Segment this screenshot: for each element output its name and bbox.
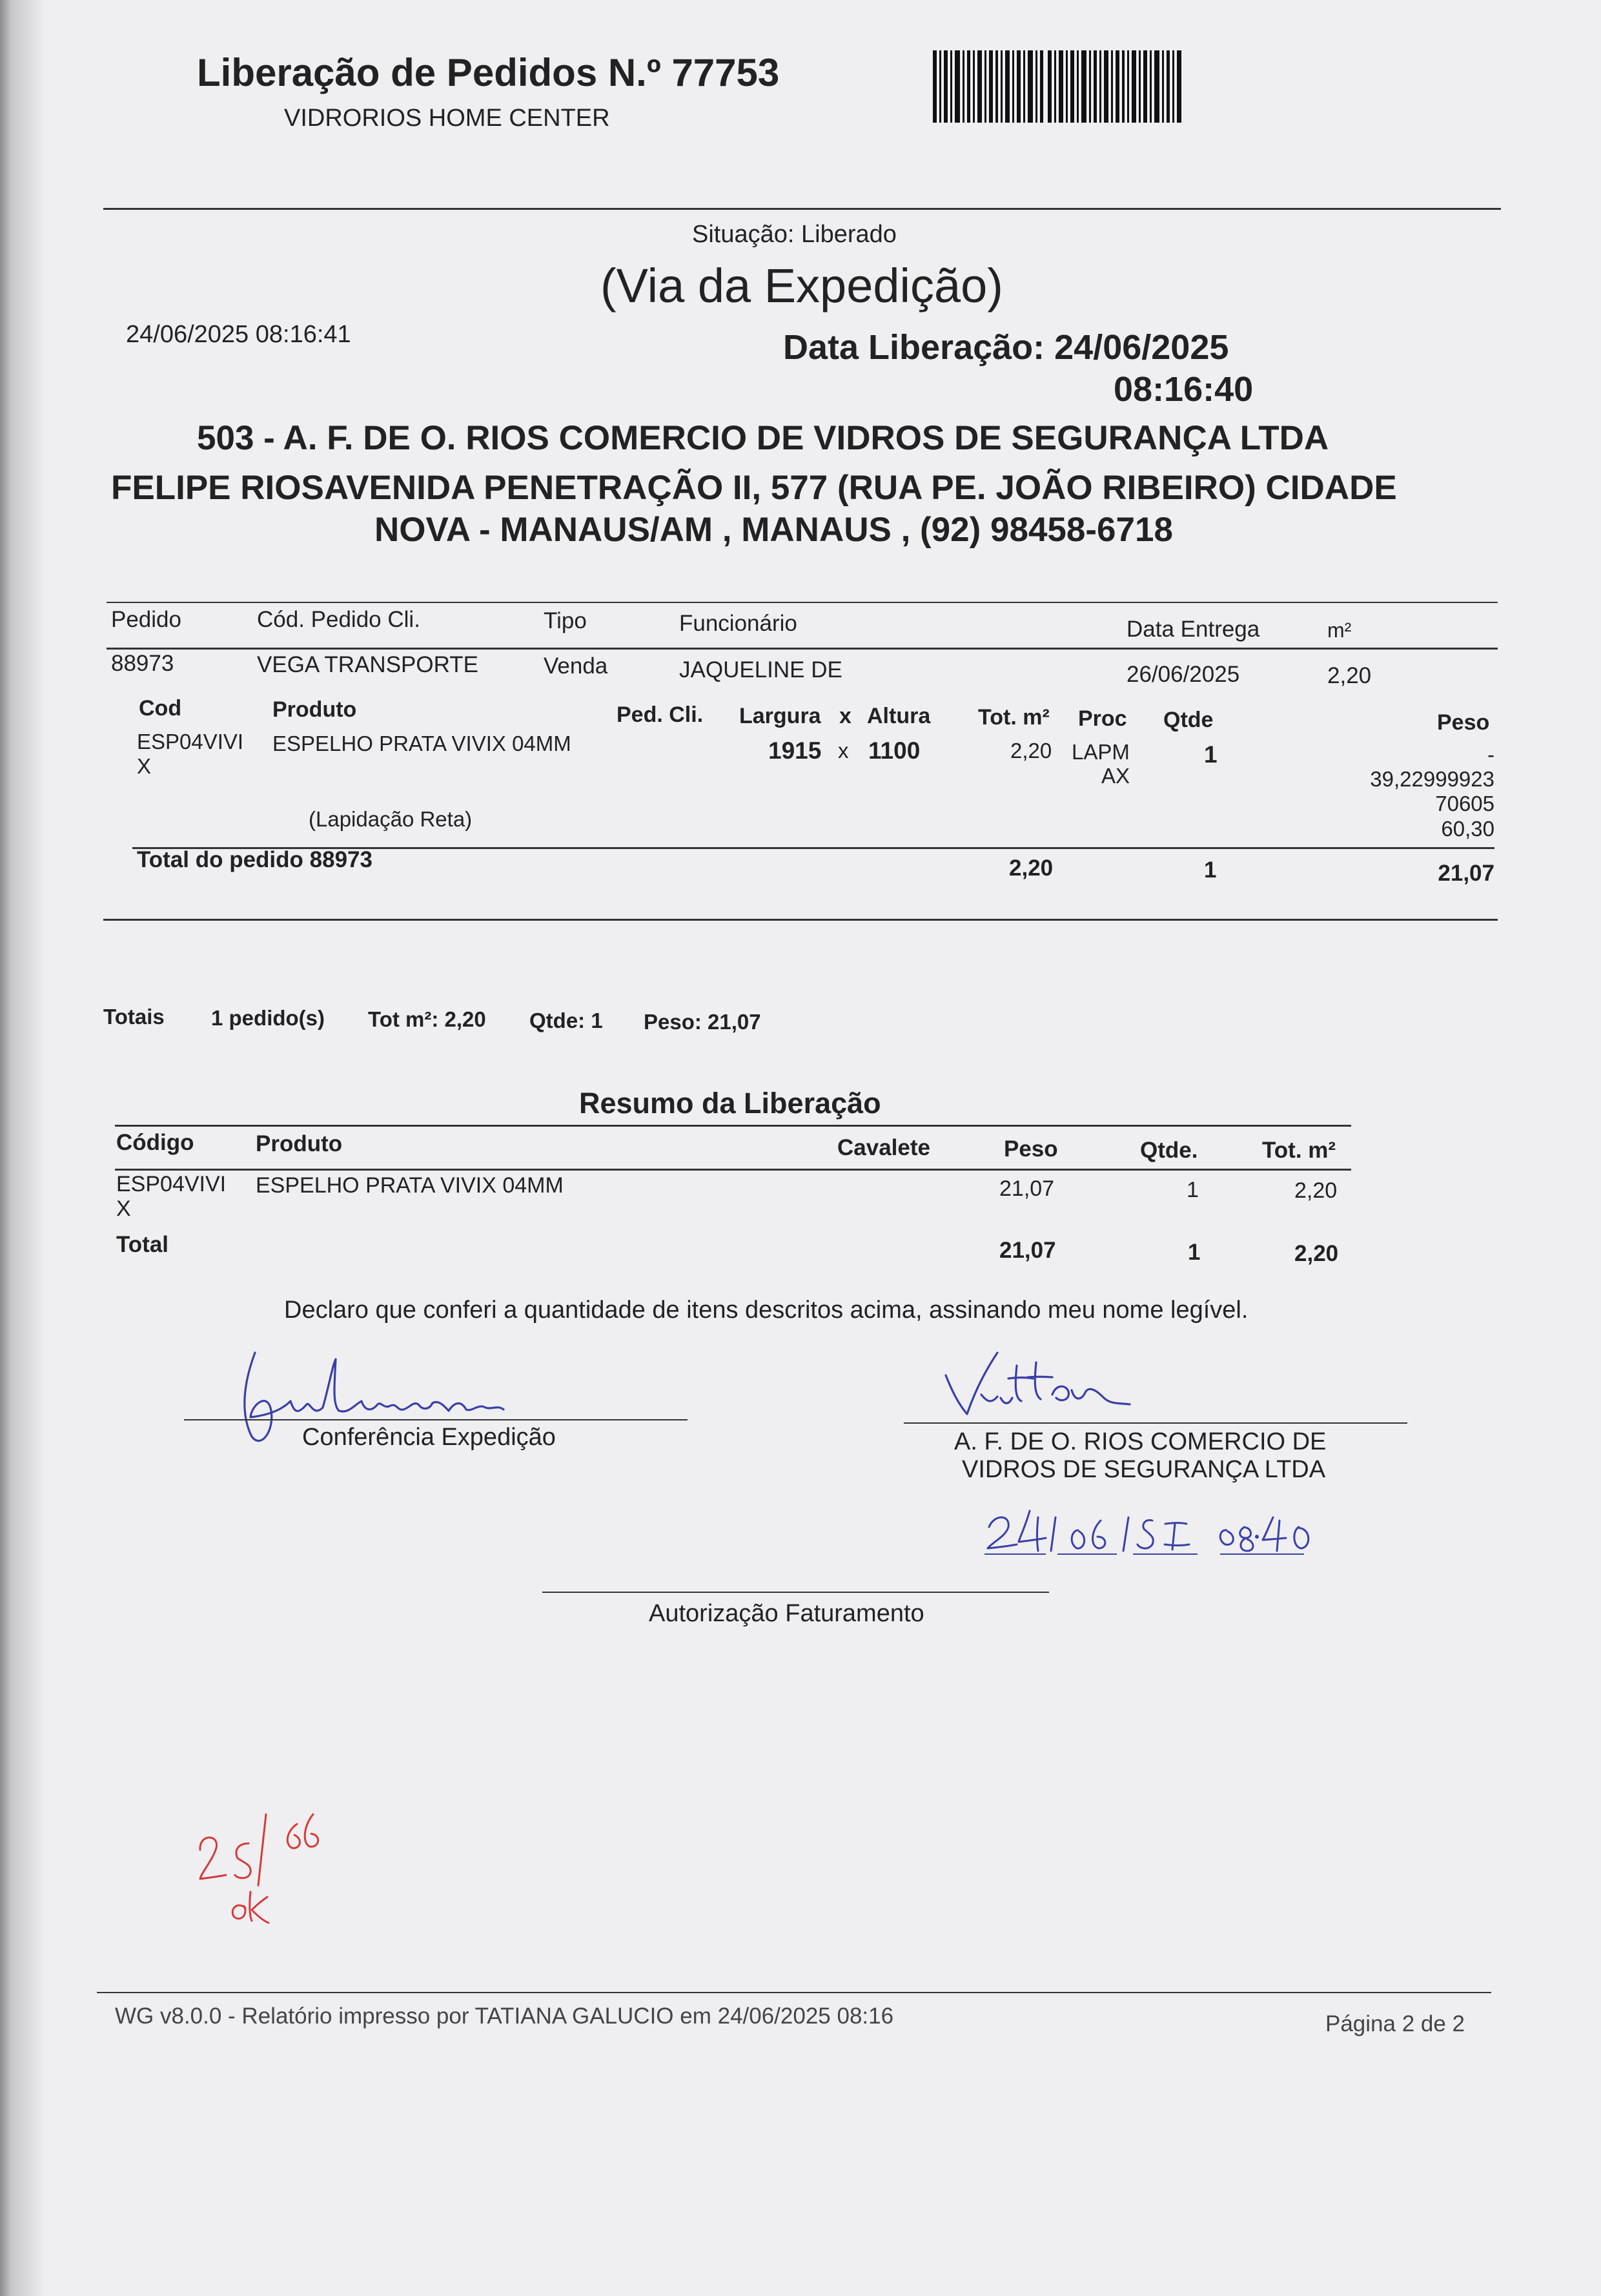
totals-peso: Peso: 21,07 (644, 1010, 761, 1034)
col-header-pedido: Pedido (111, 607, 181, 632)
order-data-entrega: 26/06/2025 (1127, 662, 1240, 687)
company-name: VIDRORIOS HOME CENTER (284, 105, 610, 132)
order-total-label: Total do pedido 88973 (137, 847, 372, 872)
summary-header-produto: Produto (256, 1131, 343, 1156)
barcode (933, 50, 1185, 123)
summary-codigo-line1: ESP04VIVI (116, 1172, 227, 1196)
signature-label-left: Conferência Expedição (302, 1424, 556, 1451)
col-header-cod-pedido-cli: Cód. Pedido Cli. (257, 607, 420, 632)
item-peso-line4: 60,30 (1441, 817, 1494, 841)
summary-peso: 21,07 (999, 1176, 1055, 1201)
order-table-header-rule (107, 648, 1498, 650)
items-header-produto: Produto (272, 697, 357, 722)
footer-rule (97, 1992, 1491, 1993)
summary-total-tot-m2: 2,20 (1294, 1241, 1339, 1266)
items-header-tot-m2: Tot. m² (978, 705, 1050, 730)
print-timestamp: 24/06/2025 08:16:41 (126, 321, 351, 348)
summary-produto: ESPELHO PRATA VIVIX 04MM (256, 1173, 564, 1198)
totals-pedidos: 1 pedido(s) (211, 1006, 325, 1030)
order-m2: 2,20 (1327, 663, 1372, 688)
summary-header-codigo: Código (116, 1130, 194, 1155)
item-altura: 1100 (868, 737, 921, 764)
item-produto: ESPELHO PRATA VIVIX 04MM (272, 732, 571, 755)
signature-line-left (184, 1419, 688, 1420)
items-header-qtde: Qtde (1163, 708, 1214, 732)
signature-label-right-line2: VIDROS DE SEGURANÇA LTDA (962, 1456, 1326, 1483)
signature-line-right (904, 1422, 1407, 1424)
col-header-tipo: Tipo (544, 608, 587, 633)
signature-vittor (936, 1340, 1149, 1430)
order-cod-pedido-cli: VEGA TRANSPORTE (257, 652, 478, 677)
items-header-peso: Peso (1437, 710, 1490, 735)
customer-name: 503 - A. F. DE O. RIOS COMERCIO DE VIDROS DE SEGURANÇA LTDA (197, 419, 1329, 457)
summary-total-label: Total (116, 1232, 169, 1257)
items-header-altura: Altura (867, 704, 931, 728)
order-funcionario: JAQUELINE DE (679, 657, 842, 682)
item-largura: 1915 (768, 737, 822, 764)
summary-total-qtde: 1 (1188, 1240, 1201, 1265)
summary-top-rule (115, 1125, 1351, 1127)
summary-header-rule (115, 1169, 1351, 1171)
summary-tot-m2: 2,20 (1294, 1178, 1338, 1203)
summary-codigo-line2: X (116, 1196, 131, 1221)
scanner-edge-shadow (0, 0, 52, 2296)
summary-qtde: 1 (1187, 1178, 1199, 1202)
items-header-cod: Cod (139, 696, 182, 721)
via-label: (Via da Expedição) (600, 259, 1003, 313)
header-rule (103, 208, 1501, 210)
release-time: 08:16:40 (1114, 370, 1254, 409)
item-proc-line1: LAPM (1072, 740, 1130, 764)
item-peso-line3: 70605 (1435, 792, 1494, 815)
col-header-funcionario: Funcionário (679, 611, 797, 636)
summary-header-peso: Peso (1004, 1136, 1058, 1162)
situation-label: Situação: Liberado (692, 221, 897, 248)
order-pedido: 88973 (111, 651, 174, 676)
order-total-tot-m2: 2,20 (1009, 856, 1054, 881)
signature-label-right-line1: A. F. DE O. RIOS COMERCIO DE (954, 1428, 1327, 1455)
order-total-qtde: 1 (1204, 857, 1217, 883)
item-x: x (838, 739, 849, 763)
item-cod-line2: X (137, 754, 152, 778)
summary-total-peso: 21,07 (999, 1238, 1056, 1263)
order-tipo: Venda (544, 653, 608, 679)
document-title: Liberação de Pedidos N.º 77753 (197, 51, 780, 94)
footer-report: WG v8.0.0 - Relatório impresso por TATIANA GALUCIO em 24/06/2025 08:16 (115, 2004, 894, 2029)
items-header-ped-cli: Ped. Cli. (617, 702, 704, 727)
item-proc-line2: AX (1101, 764, 1130, 788)
item-note: (Lapidação Reta) (309, 807, 473, 831)
order-total-peso: 21,07 (1438, 861, 1494, 886)
item-cod-line1: ESP04VIVI (137, 730, 244, 753)
handwritten-note-red (187, 1789, 355, 1931)
release-date: Data Liberação: 24/06/2025 (783, 328, 1229, 367)
item-peso-line2: 39,22999923 (1370, 767, 1494, 791)
summary-header-qtde: Qtde. (1140, 1138, 1198, 1163)
authorization-line (542, 1592, 1049, 1593)
declaration-text: Declaro que conferi a quantidade de itens descritos acima, assinando meu nome legível. (284, 1297, 1249, 1324)
summary-title: Resumo da Liberação (579, 1087, 881, 1120)
item-qtde: 1 (1204, 741, 1218, 768)
items-header-x: x (839, 704, 851, 728)
item-peso-line1: - (1487, 743, 1494, 766)
col-header-data-entrega: Data Entrega (1127, 617, 1260, 642)
items-header-largura: Largura (739, 704, 821, 728)
totals-tot-m2: Tot m²: 2,20 (368, 1007, 486, 1031)
handwritten-date (981, 1491, 1369, 1563)
col-header-m2: m² (1327, 619, 1352, 642)
customer-address-line1: FELIPE RIOSAVENIDA PENETRAÇÃO II, 577 (RUA PE. JOÃO RIBEIRO) CIDADE (111, 469, 1397, 507)
summary-header-cavalete: Cavalete (837, 1135, 930, 1160)
item-tot-m2: 2,20 (1010, 739, 1052, 763)
authorization-label: Autorização Faturamento (649, 1600, 924, 1627)
totals-label: Totais (103, 1005, 165, 1029)
footer-page: Página 2 de 2 (1325, 2011, 1465, 2036)
customer-address-line2: NOVA - MANAUS/AM , MANAUS , (92) 98458-6718 (374, 511, 1173, 549)
summary-header-tot-m2: Tot. m² (1262, 1138, 1336, 1163)
order-section-bottom-rule (103, 919, 1498, 921)
order-table-top-rule (107, 602, 1498, 603)
items-header-proc: Proc (1078, 706, 1127, 731)
totals-qtde: Qtde: 1 (529, 1009, 603, 1032)
